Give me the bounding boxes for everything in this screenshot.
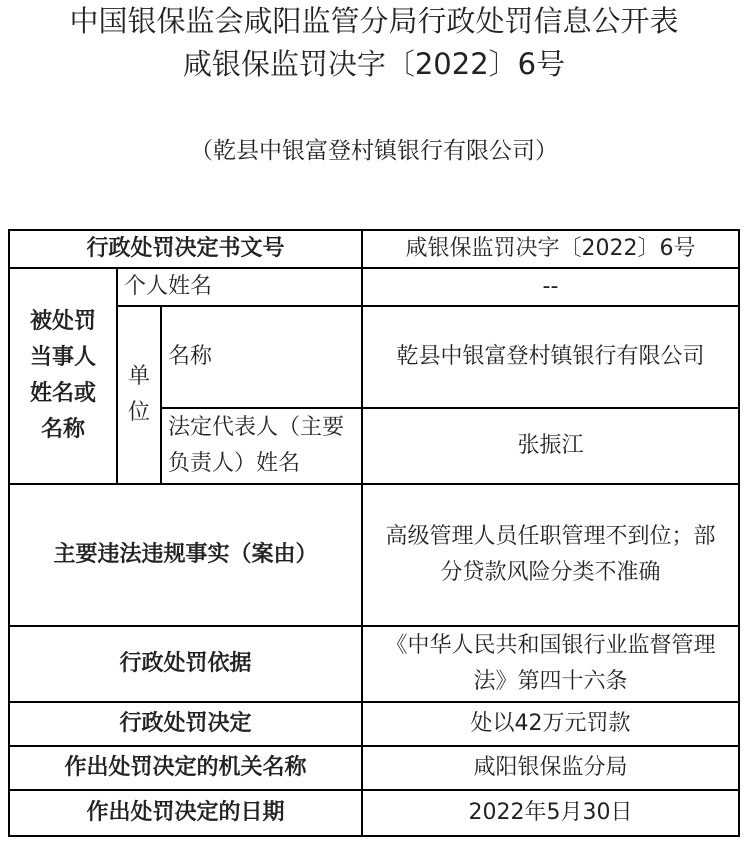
doc-number-value: 咸银保监罚决字〔2022〕6号 [362, 230, 739, 268]
party-label [9, 268, 117, 484]
individual-name-value: -- [362, 268, 739, 306]
legal-representative-value: 张振江 [362, 408, 739, 484]
page-title: 中国银保监会咸阳监管分局行政处罚信息公开表 [69, 4, 679, 38]
party-label-line: 姓名或 [29, 381, 96, 406]
penalty-info-table [8, 229, 740, 837]
table-row [9, 306, 739, 408]
table-row [9, 268, 739, 306]
penalty-basis-label: 行政处罚依据 [9, 626, 362, 702]
party-label-line: 被处罚 [29, 309, 96, 334]
table-row [9, 790, 739, 836]
penalty-decision-value: 处以42万元罚款 [362, 702, 739, 746]
table-row [9, 230, 739, 268]
penalty-decision-label: 行政处罚决定 [9, 702, 362, 746]
table-row [9, 746, 739, 790]
table-row [9, 702, 739, 746]
unit-name-label: 名称 [161, 306, 362, 408]
party-label-line: 名称 [40, 417, 85, 442]
unit-label-line: 位 [127, 400, 150, 425]
doc-number-label: 行政处罚决定书文号 [9, 230, 362, 268]
violation-facts-label: 主要违法违规事实（案由） [9, 484, 362, 626]
party-label-line: 当事人 [29, 345, 96, 370]
individual-name-label: 个人姓名 [117, 268, 362, 306]
legal-representative-label: 法定代表人（主要负责人）姓名 [161, 408, 362, 484]
unit-label-line: 单 [127, 364, 150, 389]
page-subtitle: （乾县中银富登村镇银行有限公司） [190, 138, 558, 164]
penalty-basis-value: 《中华人民共和国银行业监督管理法》第四十六条 [362, 626, 739, 702]
authority-name-value: 咸阳银保监分局 [362, 746, 739, 790]
authority-name-label: 作出处罚决定的机关名称 [9, 746, 362, 790]
unit-label [117, 306, 161, 484]
decision-date-label: 作出处罚决定的日期 [9, 790, 362, 836]
table-row [9, 484, 739, 626]
decision-date-value: 2022年5月30日 [362, 790, 739, 836]
violation-facts-value: 高级管理人员任职管理不到位；部分贷款风险分类不准确 [362, 484, 739, 626]
table-row [9, 626, 739, 702]
document-number-title: 咸银保监罚决字〔2022〕6号 [182, 47, 566, 81]
unit-name-value: 乾县中银富登村镇银行有限公司 [362, 306, 739, 408]
